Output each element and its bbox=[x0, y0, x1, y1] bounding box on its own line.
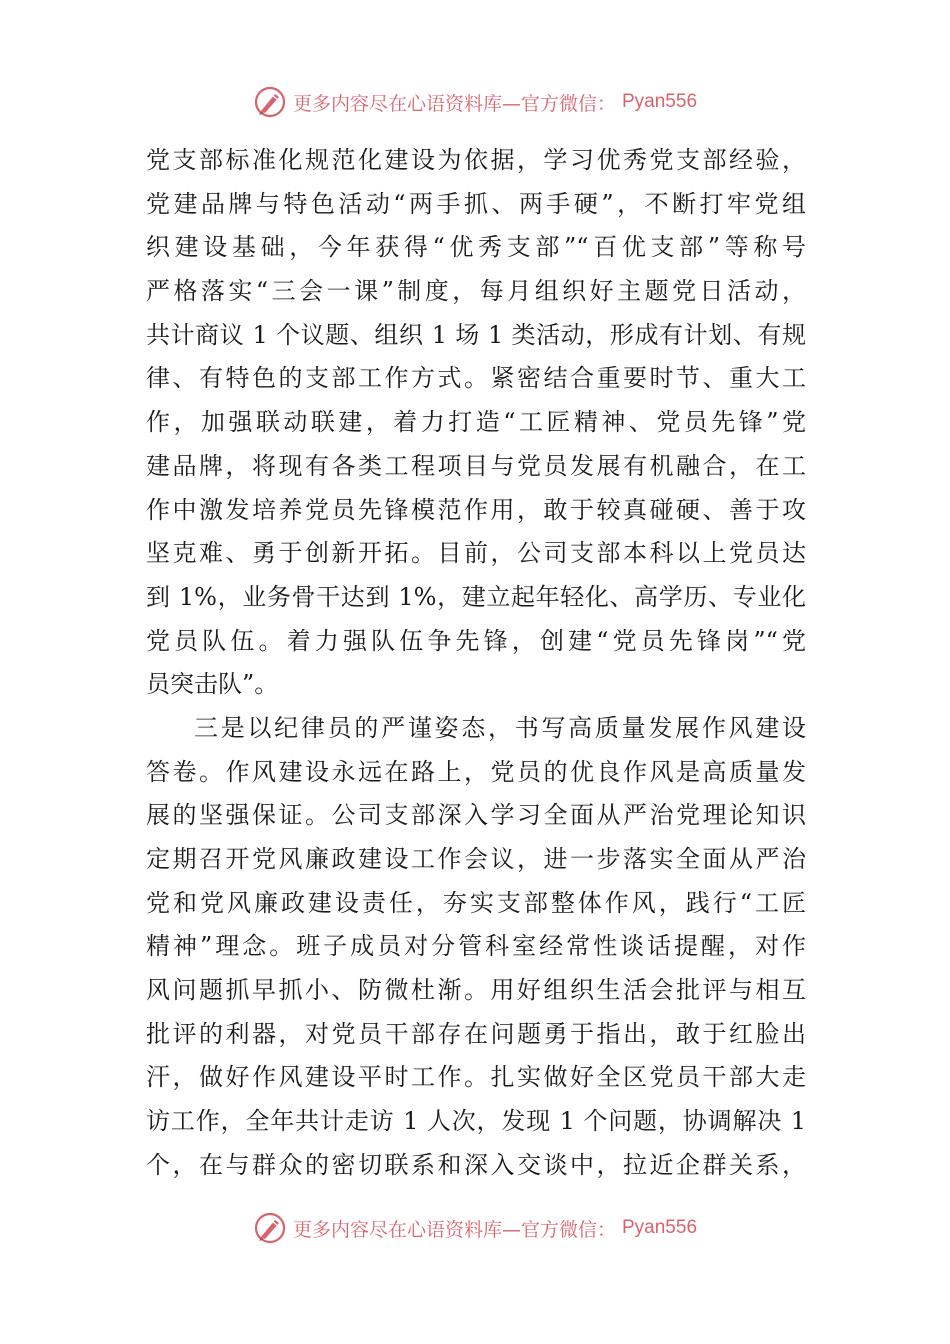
watermark-wechat-id: Pyan556 bbox=[622, 1217, 698, 1238]
text-line: 坚克难、勇于创新开拓。目前，公司支部本科以上党员达 bbox=[146, 539, 806, 568]
text-line: 员突击队”。 bbox=[146, 670, 279, 699]
text-line: 个，在与群众的密切联系和深入交谈中，拉近企群关系， bbox=[146, 1150, 806, 1179]
text-line: 作，加强联动联建，着力打造“工匠精神、党员先锋”党 bbox=[146, 408, 806, 437]
watermark-footer bbox=[0, 1208, 950, 1248]
text-line: 精神”理念。班子成员对分管科室经常性谈话提醒，对作 bbox=[146, 932, 806, 961]
text-line: 汗，做好作风建设平时工作。扎实做好全区党员干部大走 bbox=[146, 1063, 806, 1092]
text-line: 展的坚强保证。公司支部深入学习全面从严治党理论知识 bbox=[146, 801, 806, 830]
text-line: 党和党风廉政建设责任，夯实支部整体作风，践行“工匠 bbox=[146, 888, 806, 917]
watermark-wechat-id: Pyan556 bbox=[622, 91, 698, 112]
pen-logo-icon bbox=[253, 1211, 287, 1245]
text-line: 到 1%，业务骨干达到 1%，建立起年轻化、高学历、专业化 bbox=[146, 582, 806, 611]
watermark-text: 更多内容尽在心语资料库—官方微信： bbox=[292, 1218, 616, 1241]
text-line: 定期召开党风廉政建设工作会议，进一步落实全面从严治 bbox=[146, 845, 806, 873]
text-line: 严格落实“三会一课”制度，每月组织好主题党日活动， bbox=[146, 277, 806, 306]
text-line-paragraph-start: 三是以纪律员的严谨姿态，书写高质量发展作风建设 bbox=[194, 713, 806, 742]
text-line: 访工作，全年共计走访 1 人次，发现 1 个问题，协调解决 1 bbox=[146, 1107, 806, 1136]
text-line: 作中激发培养党员先锋模范作用，敢于较真碰硬、善于攻 bbox=[146, 495, 806, 524]
text-line: 风问题抓早抓小、防微杜渐。用好组织生活会批评与相互 bbox=[146, 976, 806, 1005]
text-line: 党员队伍。着力强队伍争先锋，创建“党员先锋岗”“党 bbox=[146, 626, 806, 655]
text-line: 批评的利器，对党员干部存在问题勇于指出，敢于红脸出 bbox=[146, 1019, 806, 1048]
text-line: 律、有特色的支部工作方式。紧密结合重要时节、重大工 bbox=[146, 364, 806, 393]
watermark-header bbox=[0, 82, 950, 122]
text-line: 共计商议 1 个议题、组织 1 场 1 类活动，形成有计划、有规 bbox=[146, 320, 806, 349]
text-line: 建品牌，将现有各类工程项目与党员发展有机融合，在工 bbox=[146, 451, 806, 480]
pen-logo-icon bbox=[253, 85, 287, 119]
document-body bbox=[146, 142, 806, 1191]
text-line: 织建设基础，今年获得“优秀支部”“百优支部”等称号 bbox=[146, 233, 806, 262]
watermark-text: 更多内容尽在心语资料库—官方微信： bbox=[292, 92, 616, 115]
text-line: 党建品牌与特色活动“两手抓、两手硬”，不断打牢党组 bbox=[146, 189, 806, 218]
text-line: 答卷。作风建设永远在路上，党员的优良作风是高质量发 bbox=[146, 757, 806, 786]
text-line: 党支部标准化规范化建设为依据，学习优秀党支部经验， bbox=[146, 146, 806, 174]
